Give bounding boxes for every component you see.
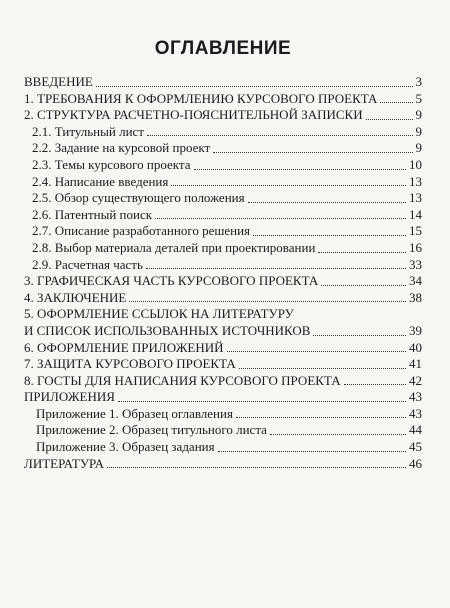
dot-leader: [147, 135, 413, 136]
toc-entry-page: 42: [409, 372, 422, 388]
dot-leader: [96, 86, 413, 87]
toc-entry-label: 2.7. Описание разработанного решения: [32, 223, 251, 239]
toc-entry-label: 2.9. Расчетная часть: [32, 256, 143, 272]
toc-entry-section-2[interactable]: [24, 107, 422, 124]
toc-entry-label: ПРИЛОЖЕНИЯ: [24, 389, 115, 405]
toc-entry-page: 33: [409, 256, 422, 272]
toc-entry-section-2-9[interactable]: [24, 257, 422, 274]
toc-entry-label: 3. ГРАФИЧЕСКАЯ ЧАСТЬ КУРСОВОГО ПРОЕКТА: [24, 273, 319, 289]
toc-entry-section-8[interactable]: [24, 373, 422, 390]
toc-entry-label: ВВЕДЕНИЕ: [24, 74, 93, 89]
toc-entry-page: 9: [415, 123, 422, 139]
toc-entry-label: Приложение 3. Образец задания: [36, 439, 215, 455]
toc-entry-page: 44: [409, 422, 422, 438]
toc-entry-section-3[interactable]: [24, 273, 422, 290]
toc-entry-section-2-8[interactable]: [24, 240, 422, 257]
toc-entry-label: 2.3. Темы курсового проекта: [32, 156, 191, 172]
toc-entry-literature[interactable]: [24, 456, 422, 473]
dot-leader: [248, 202, 406, 203]
toc-entry-label: Приложение 1. Образец оглавления: [36, 405, 233, 421]
toc-entry-label-line-2: И СПИСОК ИСПОЛЬЗОВАННЫХ ИСТОЧНИКОВ: [24, 322, 311, 338]
dot-leader: [321, 285, 406, 286]
dot-leader: [344, 384, 406, 385]
dot-leader: [146, 268, 406, 269]
toc-entry-appendix-3[interactable]: [24, 439, 422, 456]
dot-leader: [155, 218, 406, 219]
toc-entry-label-line-1: 5. ОФОРМЛЕНИЕ ССЫЛОК НА ЛИТЕРАТУРУ: [24, 306, 294, 322]
toc-entry-page: 46: [409, 455, 422, 471]
dot-leader: [253, 235, 406, 236]
toc-entry-label: Приложение 2. Образец титульного листа: [36, 422, 267, 438]
dot-leader: [380, 102, 412, 103]
dot-leader: [227, 351, 406, 352]
toc-entry-page: 5: [415, 90, 422, 106]
dot-leader: [318, 252, 406, 253]
dot-leader: [107, 467, 406, 468]
toc-entry-introduction[interactable]: [24, 74, 422, 91]
dot-leader: [313, 335, 406, 336]
toc-entry-label: 4. ЗАКЛЮЧЕНИЕ: [24, 289, 127, 305]
toc-entry-label: 2.8. Выбор материала деталей при проектировании: [32, 239, 316, 255]
toc-entry-page: 43: [409, 389, 422, 405]
toc-entry-page: 3: [415, 74, 422, 89]
table-of-contents: [24, 74, 422, 472]
toc-entry-section-2-3[interactable]: [24, 157, 422, 174]
toc-entry-page: 38: [409, 289, 422, 305]
dot-leader: [218, 451, 406, 452]
toc-entry-section-2-5[interactable]: [24, 190, 422, 207]
toc-entry-section-4[interactable]: [24, 290, 422, 307]
toc-entry-section-2-4[interactable]: [24, 174, 422, 191]
toc-entry-page: 10: [409, 156, 422, 172]
toc-entry-section-1[interactable]: [24, 91, 422, 108]
toc-entry-label: 2.1. Титульный лист: [32, 123, 144, 139]
dot-leader: [236, 417, 406, 418]
toc-entry-section-2-2[interactable]: [24, 140, 422, 157]
toc-entry-page: 13: [409, 190, 422, 206]
toc-entry-page: 43: [409, 405, 422, 421]
toc-entry-page: 13: [409, 173, 422, 189]
dot-leader: [194, 169, 406, 170]
toc-entry-page: 40: [409, 339, 422, 355]
dot-leader: [270, 434, 406, 435]
toc-entry-page: 39: [409, 322, 422, 338]
dot-leader: [213, 152, 412, 153]
toc-entry-appendix-2[interactable]: [24, 422, 422, 439]
toc-entry-label: 2.4. Написание введения: [32, 173, 169, 189]
toc-title: ОГЛАВЛЕНИЕ: [154, 38, 292, 59]
toc-entry-appendix-1[interactable]: [24, 406, 422, 423]
toc-entry-page: 9: [415, 140, 422, 156]
toc-entry-label: 2.5. Обзор существующего положения: [32, 190, 245, 206]
toc-entry-page: 45: [409, 439, 422, 455]
toc-entry-section-2-7[interactable]: [24, 223, 422, 240]
toc-entry-page: 16: [409, 239, 422, 255]
toc-entry-label: 6. ОФОРМЛЕНИЕ ПРИЛОЖЕНИЙ: [24, 339, 224, 355]
toc-entry-section-6[interactable]: [24, 340, 422, 357]
toc-entry-label: 2.6. Патентный поиск: [32, 206, 153, 222]
toc-entry-label: 2.2. Задание на курсовой проект: [32, 140, 211, 156]
toc-entry-section-5[interactable]: [24, 306, 422, 339]
dot-leader: [239, 368, 406, 369]
toc-entry-page: 41: [409, 356, 422, 372]
toc-entry-appendices[interactable]: [24, 389, 422, 406]
toc-entry-label: 2. СТРУКТУРА РАСЧЕТНО-ПОЯСНИТЕЛЬНОЙ ЗАПИСКИ: [24, 107, 363, 123]
dot-leader: [118, 401, 406, 402]
dot-leader: [171, 185, 406, 186]
toc-entry-label: 1. ТРЕБОВАНИЯ К ОФОРМЛЕНИЮ КУРСОВОГО ПРОЕКТА: [24, 90, 378, 106]
toc-entry-section-7[interactable]: [24, 356, 422, 373]
toc-entry-label: 8. ГОСТЫ ДЛЯ НАПИСАНИЯ КУРСОВОГО ПРОЕКТА: [24, 372, 341, 388]
toc-entry-page: 15: [409, 223, 422, 239]
toc-entry-page: 14: [409, 206, 422, 222]
toc-entry-section-2-6[interactable]: [24, 207, 422, 224]
toc-entry-section-2-1[interactable]: [24, 124, 422, 141]
toc-entry-label: 7. ЗАЩИТА КУРСОВОГО ПРОЕКТА: [24, 356, 236, 372]
dot-leader: [366, 119, 413, 120]
toc-entry-page: 9: [415, 107, 422, 123]
toc-entry-label: ЛИТЕРАТУРА: [24, 455, 104, 471]
dot-leader: [129, 301, 406, 302]
toc-entry-page: 34: [409, 273, 422, 289]
